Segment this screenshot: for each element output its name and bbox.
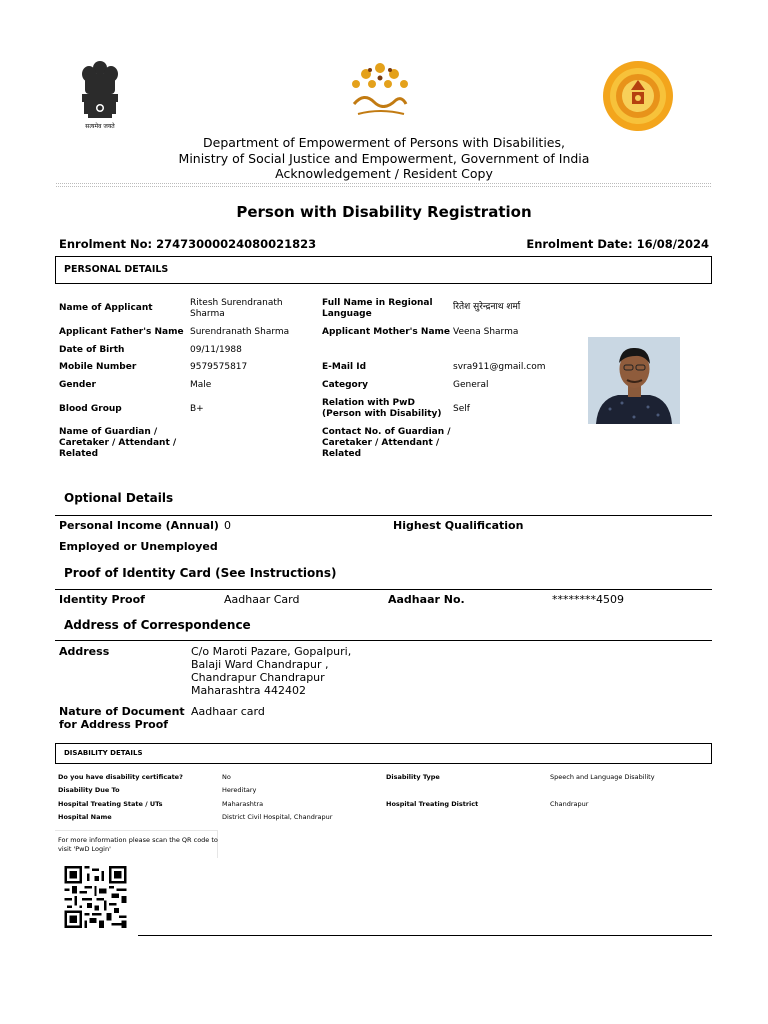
certificate-label: Do you have disability certificate? [58,773,183,781]
enrolment-date: Enrolment Date: 16/08/2024 [526,237,709,251]
emblem-motto: सत्यमेव जयते [85,123,115,130]
dob-label: Date of Birth [59,345,125,355]
gender-label: Gender [59,380,96,390]
personal-details-heading: PERSONAL DETAILS [64,264,169,275]
address-value: C/o Maroti Pazare, Gopalpuri, Balaji Ward Chandrapur , Chandrapur Chandrapur Maharashtra 442402 [191,645,352,697]
disability-due-label: Disability Due To [58,786,120,794]
father-name-label: Applicant Father's Name [59,327,184,337]
section-divider [55,640,712,641]
dob-value: 09/11/1988 [190,345,242,355]
qualification-label: Highest Qualification [393,519,524,532]
hospital-state-label: Hospital Treating State / UTs [58,800,163,808]
disability-details-heading: DISABILITY DETAILS [64,749,143,757]
relation-value: Self [453,404,470,414]
aadhaar-value: ********4509 [552,593,624,606]
name-label: Name of Applicant [59,303,153,313]
applicant-photo [588,337,680,424]
enrolment-number: Enrolment No: 27473000024080021823 [59,237,317,251]
regional-name-value: रितेश सुरेन्द्रनाथ शर्मा [453,302,521,312]
maharashtra-seal-icon [601,60,675,132]
blood-group-value: B+ [190,404,204,414]
address-label: Address [59,645,110,658]
hospital-district-label: Hospital Treating District [386,800,479,808]
section-divider [55,515,712,516]
footer-line [138,935,712,936]
regional-name-label: Full Name in Regional Language [322,298,433,319]
guardian-contact-label: Contact No. of Guardian / Caretaker / Attendant / Related [322,427,451,459]
section-divider [55,589,712,590]
qr-code-icon[interactable] [63,866,128,928]
aadhaar-label: Aadhaar No. [388,593,465,606]
email-label: E-Mail Id [322,362,367,372]
identity-proof-value: Aadhaar Card [224,593,300,606]
mobile-label: Mobile Number [59,362,137,372]
blood-group-label: Blood Group [59,404,122,414]
ministry-line: Ministry of Social Justice and Empowerment, Government of India [178,151,590,166]
header-divider [56,183,711,184]
guardian-name-label: Name of Guardian / Caretaker / Attendant / Related [59,427,177,459]
income-label: Personal Income (Annual) [59,519,219,532]
mother-name-value: Veena Sharma [453,327,519,337]
optional-details-heading: Optional Details [64,491,174,505]
category-value: General [453,380,489,390]
hospital-name-value: District Civil Hospital, Chandrapur [222,813,333,821]
qr-note: For more information please scan the QR code to visit 'PwD Login' [58,836,218,853]
employment-label: Employed or Unemployed [59,540,218,553]
address-heading: Address of Correspondence [64,618,251,632]
page-title: Person with Disability Registration [236,203,532,221]
hospital-state-value: Maharashtra [222,800,264,808]
disability-type-label: Disability Type [386,773,440,781]
identity-proof-label: Identity Proof [59,593,145,606]
mother-name-label: Applicant Mother's Name [322,327,450,337]
department-line: Department of Empowerment of Persons with Disabilities, [203,135,565,150]
disability-due-value: Hereditary [222,786,257,794]
certificate-value: No [222,773,231,781]
mobile-value: 9579575817 [190,362,248,372]
copy-type-line: Acknowledgement / Resident Copy [275,166,493,181]
income-value: 0 [224,519,231,532]
email-value: svra911@gmail.com [453,362,546,372]
personal-details-header [55,256,712,284]
identity-heading: Proof of Identity Card (See Instructions) [64,566,337,580]
disability-type-value: Speech and Language Disability [550,773,655,781]
sugamya-bharat-logo-icon [344,60,416,122]
header-divider [56,186,711,187]
address-proof-value: Aadhaar card [191,705,265,718]
gender-value: Male [190,380,212,390]
name-value: Ritesh Surendranath Sharma [190,298,283,319]
relation-label: Relation with PwD (Person with Disability) [322,398,442,419]
address-proof-label: Nature of Document for Address Proof [59,705,185,731]
category-label: Category [322,380,369,390]
hospital-district-value: Chandrapur [550,800,589,808]
hospital-name-label: Hospital Name [58,813,112,821]
disability-details-header [55,743,712,764]
father-name-value: Surendranath Sharma [190,327,290,337]
national-emblem-icon [76,58,124,132]
